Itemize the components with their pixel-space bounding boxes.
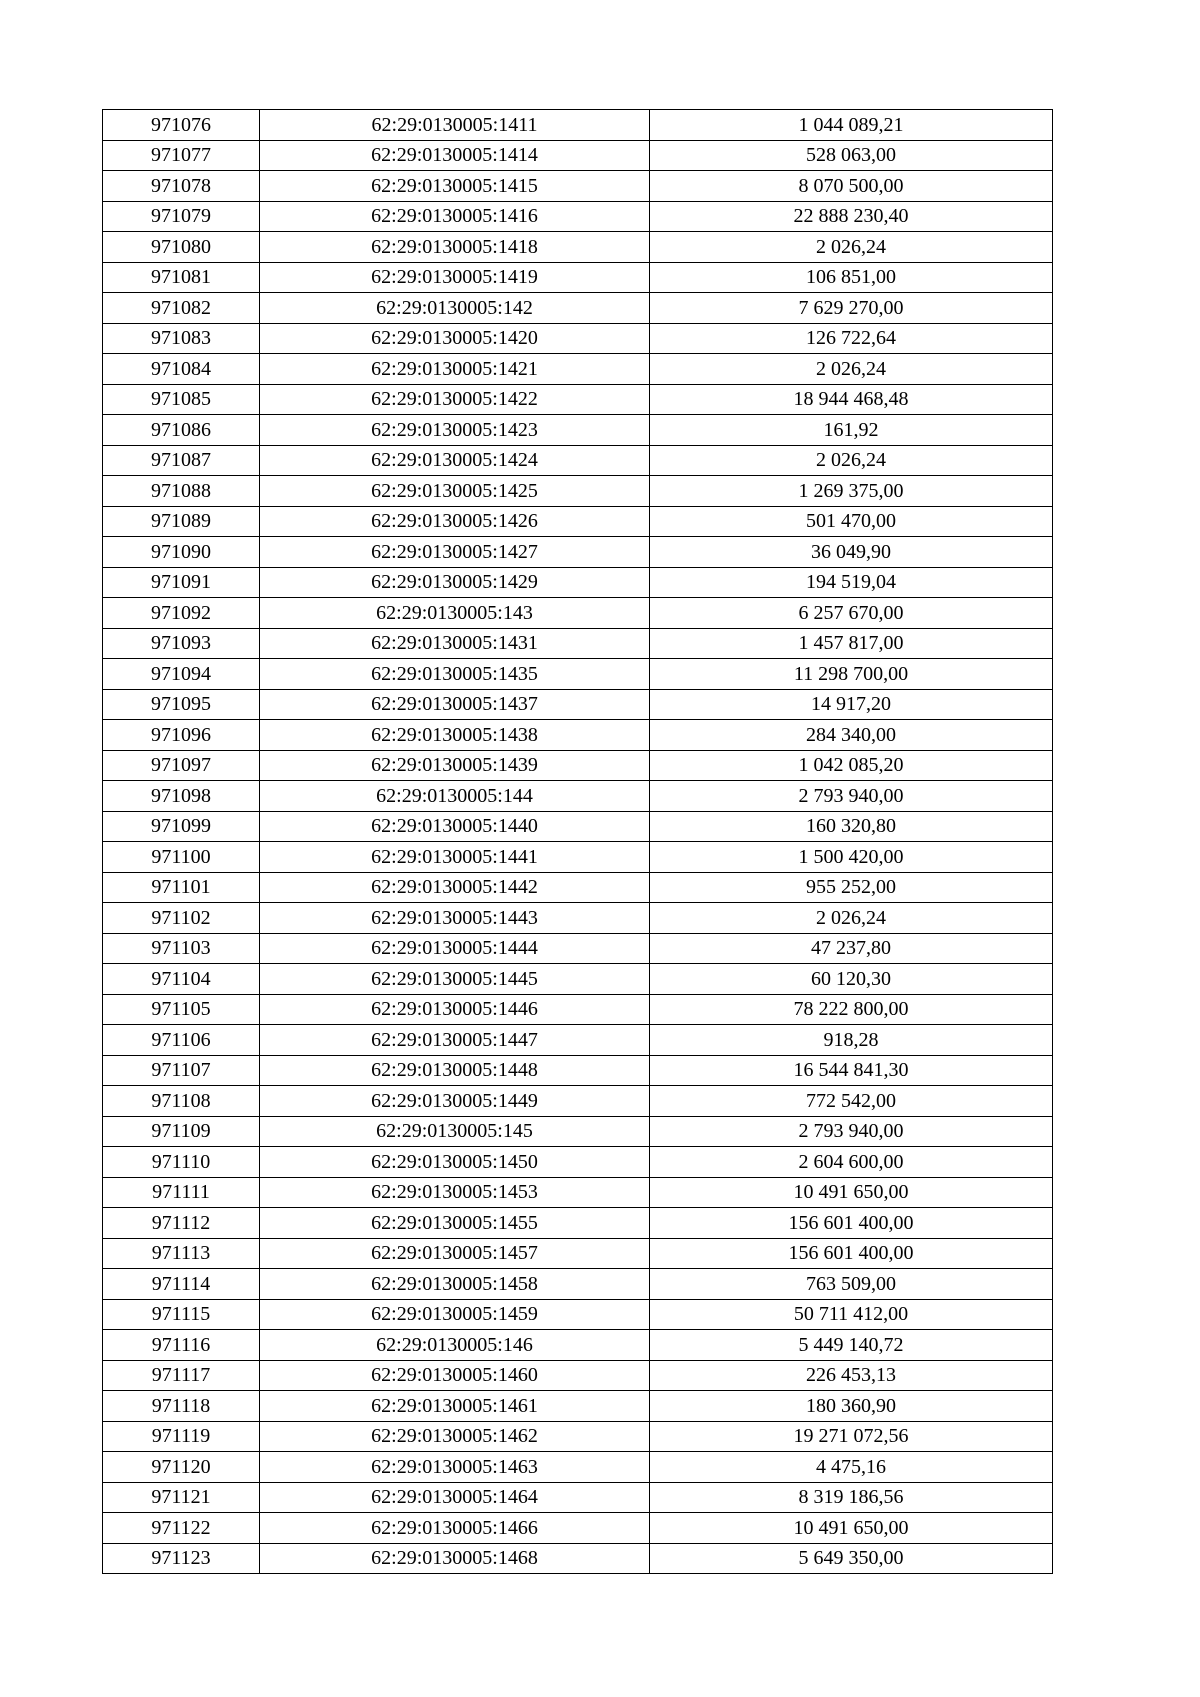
cadastral-value-cell: 6 257 670,00 [650,598,1053,629]
row-number-cell: 971076 [103,110,260,141]
cadastral-number-cell: 62:29:0130005:1437 [260,689,650,720]
row-number-cell: 971078 [103,171,260,202]
cadastral-value-cell: 8 319 186,56 [650,1482,1053,1513]
row-number-cell: 971085 [103,384,260,415]
row-number-cell: 971116 [103,1330,260,1361]
cadastral-value-cell: 50 711 412,00 [650,1299,1053,1330]
row-number-cell: 971083 [103,323,260,354]
cadastral-number-cell: 62:29:0130005:1435 [260,659,650,690]
cadastral-value-cell: 284 340,00 [650,720,1053,751]
cadastral-value-cell: 156 601 400,00 [650,1208,1053,1239]
row-number-cell: 971108 [103,1086,260,1117]
cadastral-number-cell: 62:29:0130005:1416 [260,201,650,232]
table-body [103,110,1053,1574]
row-number-cell: 971079 [103,201,260,232]
row-number-cell: 971100 [103,842,260,873]
table-row [103,598,1053,629]
row-number-cell: 971088 [103,476,260,507]
row-number-cell: 971080 [103,232,260,263]
row-number-cell: 971105 [103,994,260,1025]
row-number-cell: 971097 [103,750,260,781]
row-number-cell: 971115 [103,1299,260,1330]
row-number-cell: 971109 [103,1116,260,1147]
row-number-cell: 971107 [103,1055,260,1086]
row-number-cell: 971095 [103,689,260,720]
table-row [103,1238,1053,1269]
row-number-cell: 971112 [103,1208,260,1239]
cadastral-value-cell: 501 470,00 [650,506,1053,537]
cadastral-value-cell: 14 917,20 [650,689,1053,720]
table-row [103,750,1053,781]
cadastral-value-cell: 528 063,00 [650,140,1053,171]
cadastral-number-cell: 62:29:0130005:1460 [260,1360,650,1391]
table-row [103,628,1053,659]
row-number-cell: 971098 [103,781,260,812]
cadastral-number-cell: 62:29:0130005:1429 [260,567,650,598]
row-number-cell: 971118 [103,1391,260,1422]
cadastral-number-cell: 62:29:0130005:1463 [260,1452,650,1483]
cadastral-value-cell: 2 604 600,00 [650,1147,1053,1178]
table-row [103,811,1053,842]
cadastral-value-cell: 2 026,24 [650,903,1053,934]
table-row [103,689,1053,720]
cadastral-number-cell: 62:29:0130005:144 [260,781,650,812]
table-row [103,994,1053,1025]
row-number-cell: 971111 [103,1177,260,1208]
table-row [103,384,1053,415]
cadastral-number-cell: 62:29:0130005:1440 [260,811,650,842]
cadastral-value-cell: 161,92 [650,415,1053,446]
row-number-cell: 971092 [103,598,260,629]
cadastral-number-cell: 62:29:0130005:1418 [260,232,650,263]
table-row [103,1025,1053,1056]
cadastral-number-cell: 62:29:0130005:1423 [260,415,650,446]
table-row [103,201,1053,232]
cadastral-value-cell: 1 500 420,00 [650,842,1053,873]
cadastral-number-cell: 62:29:0130005:1442 [260,872,650,903]
cadastral-number-cell: 62:29:0130005:1444 [260,933,650,964]
table-row [103,567,1053,598]
cadastral-number-cell: 62:29:0130005:1449 [260,1086,650,1117]
row-number-cell: 971084 [103,354,260,385]
table-row [103,659,1053,690]
table-row [103,781,1053,812]
cadastral-number-cell: 62:29:0130005:1457 [260,1238,650,1269]
table-row [103,1360,1053,1391]
cadastral-value-cell: 10 491 650,00 [650,1513,1053,1544]
cadastral-value-cell: 5 649 350,00 [650,1543,1053,1574]
table-row [103,720,1053,751]
table-row [103,1147,1053,1178]
table-row [103,537,1053,568]
cadastral-value-cell: 1 269 375,00 [650,476,1053,507]
row-number-cell: 971090 [103,537,260,568]
cadastral-number-cell: 62:29:0130005:1462 [260,1421,650,1452]
cadastral-value-cell: 16 544 841,30 [650,1055,1053,1086]
cadastral-number-cell: 62:29:0130005:1425 [260,476,650,507]
cadastral-value-cell: 2 026,24 [650,232,1053,263]
cadastral-value-cell: 126 722,64 [650,323,1053,354]
cadastral-value-cell: 60 120,30 [650,964,1053,995]
row-number-cell: 971106 [103,1025,260,1056]
cadastral-value-cell: 22 888 230,40 [650,201,1053,232]
row-number-cell: 971082 [103,293,260,324]
cadastral-number-cell: 62:29:0130005:1468 [260,1543,650,1574]
table-row [103,1269,1053,1300]
cadastral-value-cell: 918,28 [650,1025,1053,1056]
cadastral-value-cell: 2 026,24 [650,354,1053,385]
cadastral-number-cell: 62:29:0130005:1464 [260,1482,650,1513]
cadastral-value-cell: 18 944 468,48 [650,384,1053,415]
cadastral-number-cell: 62:29:0130005:142 [260,293,650,324]
table-row [103,964,1053,995]
cadastral-number-cell: 62:29:0130005:1414 [260,140,650,171]
table-row [103,872,1053,903]
cadastral-number-cell: 62:29:0130005:1421 [260,354,650,385]
cadastral-number-cell: 62:29:0130005:1431 [260,628,650,659]
table-row [103,1208,1053,1239]
table-row [103,1086,1053,1117]
table-row [103,293,1053,324]
row-number-cell: 971096 [103,720,260,751]
row-number-cell: 971091 [103,567,260,598]
row-number-cell: 971110 [103,1147,260,1178]
cadastral-value-cell: 180 360,90 [650,1391,1053,1422]
row-number-cell: 971086 [103,415,260,446]
cadastral-number-cell: 62:29:0130005:146 [260,1330,650,1361]
row-number-cell: 971093 [103,628,260,659]
table-row [103,1299,1053,1330]
row-number-cell: 971101 [103,872,260,903]
row-number-cell: 971117 [103,1360,260,1391]
row-number-cell: 971077 [103,140,260,171]
cadastral-value-cell: 47 237,80 [650,933,1053,964]
table-row [103,903,1053,934]
cadastral-value-cell: 1 457 817,00 [650,628,1053,659]
row-number-cell: 971087 [103,445,260,476]
cadastral-number-cell: 62:29:0130005:1420 [260,323,650,354]
table-row [103,110,1053,141]
cadastral-number-cell: 62:29:0130005:1447 [260,1025,650,1056]
cadastral-value-cell: 955 252,00 [650,872,1053,903]
cadastral-value-cell: 10 491 650,00 [650,1177,1053,1208]
cadastral-number-cell: 62:29:0130005:1443 [260,903,650,934]
table-row [103,1330,1053,1361]
table-row [103,140,1053,171]
cadastral-value-cell: 160 320,80 [650,811,1053,842]
table-row [103,1391,1053,1422]
cadastral-value-cell: 2 026,24 [650,445,1053,476]
cadastral-value-cell: 78 222 800,00 [650,994,1053,1025]
cadastral-number-cell: 62:29:0130005:1441 [260,842,650,873]
cadastral-number-cell: 62:29:0130005:1424 [260,445,650,476]
cadastral-number-cell: 62:29:0130005:1438 [260,720,650,751]
row-number-cell: 971099 [103,811,260,842]
cadastral-value-cell: 763 509,00 [650,1269,1053,1300]
row-number-cell: 971081 [103,262,260,293]
cadastral-value-cell: 226 453,13 [650,1360,1053,1391]
cadastral-value-cell: 1 042 085,20 [650,750,1053,781]
row-number-cell: 971122 [103,1513,260,1544]
table-row [103,415,1053,446]
cadastral-number-cell: 62:29:0130005:1445 [260,964,650,995]
row-number-cell: 971089 [103,506,260,537]
row-number-cell: 971123 [103,1543,260,1574]
cadastral-number-cell: 62:29:0130005:1461 [260,1391,650,1422]
row-number-cell: 971094 [103,659,260,690]
table-row [103,1055,1053,1086]
cadastral-number-cell: 62:29:0130005:1426 [260,506,650,537]
cadastral-value-cell: 194 519,04 [650,567,1053,598]
table-row [103,445,1053,476]
table-row [103,1543,1053,1574]
table-row [103,1177,1053,1208]
table-row [103,476,1053,507]
row-number-cell: 971121 [103,1482,260,1513]
table-row [103,933,1053,964]
cadastral-value-cell: 7 629 270,00 [650,293,1053,324]
table-row [103,354,1053,385]
row-number-cell: 971103 [103,933,260,964]
table-row [103,323,1053,354]
cadastral-number-cell: 62:29:0130005:1419 [260,262,650,293]
table-row [103,262,1053,293]
row-number-cell: 971119 [103,1421,260,1452]
cadastral-number-cell: 62:29:0130005:1459 [260,1299,650,1330]
cadastral-value-cell: 19 271 072,56 [650,1421,1053,1452]
row-number-cell: 971114 [103,1269,260,1300]
cadastral-number-cell: 62:29:0130005:1427 [260,537,650,568]
cadastral-value-cell: 4 475,16 [650,1452,1053,1483]
table-row [103,1421,1053,1452]
cadastral-value-cell: 8 070 500,00 [650,171,1053,202]
table-row [103,1116,1053,1147]
table-row [103,1452,1053,1483]
table-row [103,842,1053,873]
cadastral-number-cell: 62:29:0130005:1422 [260,384,650,415]
cadastral-value-cell: 772 542,00 [650,1086,1053,1117]
cadastral-number-cell: 62:29:0130005:1448 [260,1055,650,1086]
cadastral-number-cell: 62:29:0130005:145 [260,1116,650,1147]
cadastral-value-cell: 106 851,00 [650,262,1053,293]
table-row [103,506,1053,537]
table-row [103,1513,1053,1544]
cadastral-value-cell: 1 044 089,21 [650,110,1053,141]
cadastral-number-cell: 62:29:0130005:1446 [260,994,650,1025]
cadastral-number-cell: 62:29:0130005:1466 [260,1513,650,1544]
cadastral-number-cell: 62:29:0130005:1458 [260,1269,650,1300]
table-row [103,232,1053,263]
row-number-cell: 971104 [103,964,260,995]
row-number-cell: 971120 [103,1452,260,1483]
cadastral-number-cell: 62:29:0130005:1439 [260,750,650,781]
row-number-cell: 971113 [103,1238,260,1269]
row-number-cell: 971102 [103,903,260,934]
cadastral-value-cell: 2 793 940,00 [650,781,1053,812]
cadastral-number-cell: 62:29:0130005:1415 [260,171,650,202]
table-row [103,1482,1053,1513]
cadastral-number-cell: 62:29:0130005:1455 [260,1208,650,1239]
cadastral-number-cell: 62:29:0130005:1453 [260,1177,650,1208]
cadastral-value-cell: 36 049,90 [650,537,1053,568]
cadastral-number-cell: 62:29:0130005:1450 [260,1147,650,1178]
cadastral-value-cell: 11 298 700,00 [650,659,1053,690]
cadastral-value-cell: 156 601 400,00 [650,1238,1053,1269]
cadastral-number-cell: 62:29:0130005:1411 [260,110,650,141]
cadastral-value-cell: 5 449 140,72 [650,1330,1053,1361]
cadastre-value-table [102,109,1053,1574]
table-row [103,171,1053,202]
cadastral-value-cell: 2 793 940,00 [650,1116,1053,1147]
cadastral-number-cell: 62:29:0130005:143 [260,598,650,629]
